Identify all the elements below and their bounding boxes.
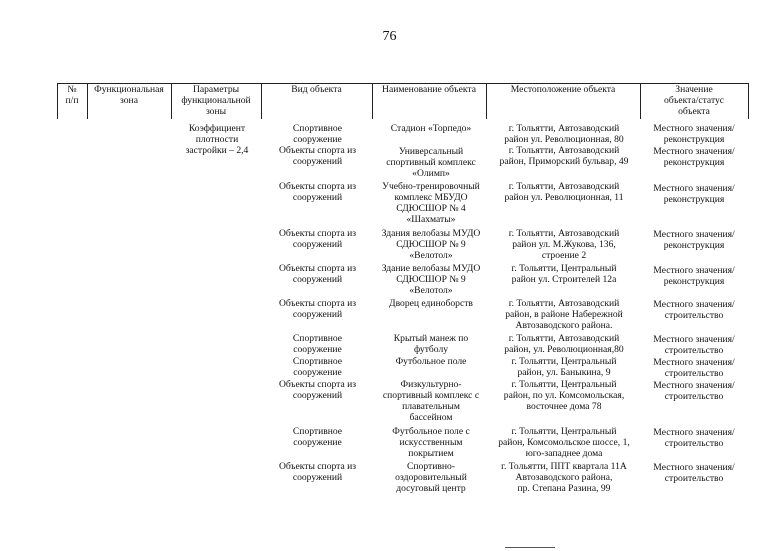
object-location-cell: г. Тольятти, Автозаводский район ул. М.Жукова, 136, строение 2 xyxy=(508,228,620,261)
object-status-cell: Местного значения/ строительство xyxy=(653,380,735,402)
object-location-cell: г. Тольятти, Автозаводский район, Приморский бульвар, 49 xyxy=(499,145,629,167)
object-type-cell: Объекты спорта из сооружений xyxy=(278,181,357,203)
object-status-cell: Местного значения/ строительство xyxy=(653,357,735,379)
object-location-cell: г. Тольятти, Автозаводский район, ул. Революционная,80 xyxy=(504,333,624,355)
header-object-location: Местоположение объекта xyxy=(510,84,616,95)
object-location-cell: г. Тольятти, Автозаводский район ул. Революционная, 80 xyxy=(504,123,624,145)
object-name-cell: Крытый манеж по футболу xyxy=(393,333,469,355)
object-type-cell: Спортивное сооружение xyxy=(292,333,343,355)
object-location-cell: г. Тольятти, ППТ квартала 11А Автозаводского района, пр. Степана Разина, 99 xyxy=(501,461,627,494)
object-name-cell: Стадион «Торпедо» xyxy=(390,123,472,134)
object-location-cell: г. Тольятти, Центральный район, ул. Баныкина, 9 xyxy=(511,356,617,378)
object-type-cell: Спортивное сооружение xyxy=(292,123,343,145)
object-location-cell: г. Тольятти, Центральный район ул. Строителей 12а xyxy=(511,263,617,285)
object-name-cell: Физкультурно- спортивный комплекс с плавательным бассейном xyxy=(382,379,480,423)
object-name-cell: Дворец единоборств xyxy=(389,298,473,309)
object-status-cell: Местного значения/ реконструкция xyxy=(653,229,735,251)
object-status-cell: Местного значения/ реконструкция xyxy=(653,183,735,205)
object-status-cell: Местного значения/ реконструкция xyxy=(653,265,735,287)
page-number: 76 xyxy=(382,29,397,44)
object-type-cell: Объекты спорта из сооружений xyxy=(278,298,357,320)
object-location-cell: г. Тольятти, Автозаводский район, в районе Набережной Автозаводского района. xyxy=(505,298,623,331)
zone-parameter-cell: Коэффициент плотности застройки – 2,4 xyxy=(185,123,249,156)
object-location-cell: г. Тольятти, Центральный район, Комсомольское шоссе, 1, юго-западнее дома xyxy=(498,426,630,459)
object-type-cell: Объекты спорта из сооружений xyxy=(278,379,357,401)
object-name-cell: Учебно-тренировочный комплекс МБУДО СДЮСШОР № 4 «Шахматы» xyxy=(382,181,480,225)
header-object-name: Наименование объекта xyxy=(382,84,476,95)
object-status-cell: Местного значения/ реконструкция xyxy=(653,123,735,145)
object-name-cell: Спортивно- оздоровительный досуговый центр xyxy=(395,461,467,494)
object-status-cell: Местного значения/ реконструкция xyxy=(653,146,735,168)
object-location-cell: г. Тольятти, Центральный район, по ул. Комсомольская, восточнее дома 78 xyxy=(503,379,625,412)
header-number: № п/п xyxy=(65,84,79,106)
object-type-cell: Объекты спорта из сооружений xyxy=(278,228,357,250)
header-object-type: Вид объекта xyxy=(291,84,342,95)
object-name-cell: Футбольное поле с искусственным покрытием xyxy=(392,426,470,459)
object-name-cell: Футбольное поле xyxy=(395,356,467,367)
header-object-status: Значение объекта/статус объекта xyxy=(663,84,725,117)
object-name-cell: Универсальный спортивный комплекс «Олимп» xyxy=(386,146,476,179)
object-location-cell: г. Тольятти, Автозаводский район ул. Революционная, 11 xyxy=(504,181,624,203)
header-divider xyxy=(748,83,749,119)
object-type-cell: Объекты спорта из сооружений xyxy=(278,145,357,167)
object-status-cell: Местного значения/ строительство xyxy=(653,334,735,356)
object-type-cell: Объекты спорта из сооружений xyxy=(278,461,357,483)
object-name-cell: Здание велобазы МУДО СДЮСШОР № 9 «Велотол» xyxy=(381,263,481,296)
object-type-cell: Спортивное сооружение xyxy=(292,426,343,448)
object-status-cell: Местного значения/ строительство xyxy=(653,299,735,321)
header-functional-zone: Функциональная зона xyxy=(94,84,164,106)
object-status-cell: Местного значения/ строительство xyxy=(653,462,735,484)
object-type-cell: Спортивное сооружение xyxy=(292,356,343,378)
scan-artifact-line xyxy=(505,547,555,548)
object-status-cell: Местного значения/ строительство xyxy=(653,427,735,449)
object-name-cell: Здания велобазы МУДО СДЮСШОР № 9 «Велотол» xyxy=(381,228,481,261)
object-type-cell: Объекты спорта из сооружений xyxy=(278,263,357,285)
header-zone-parameters: Параметры функциональной зоны xyxy=(181,84,251,117)
